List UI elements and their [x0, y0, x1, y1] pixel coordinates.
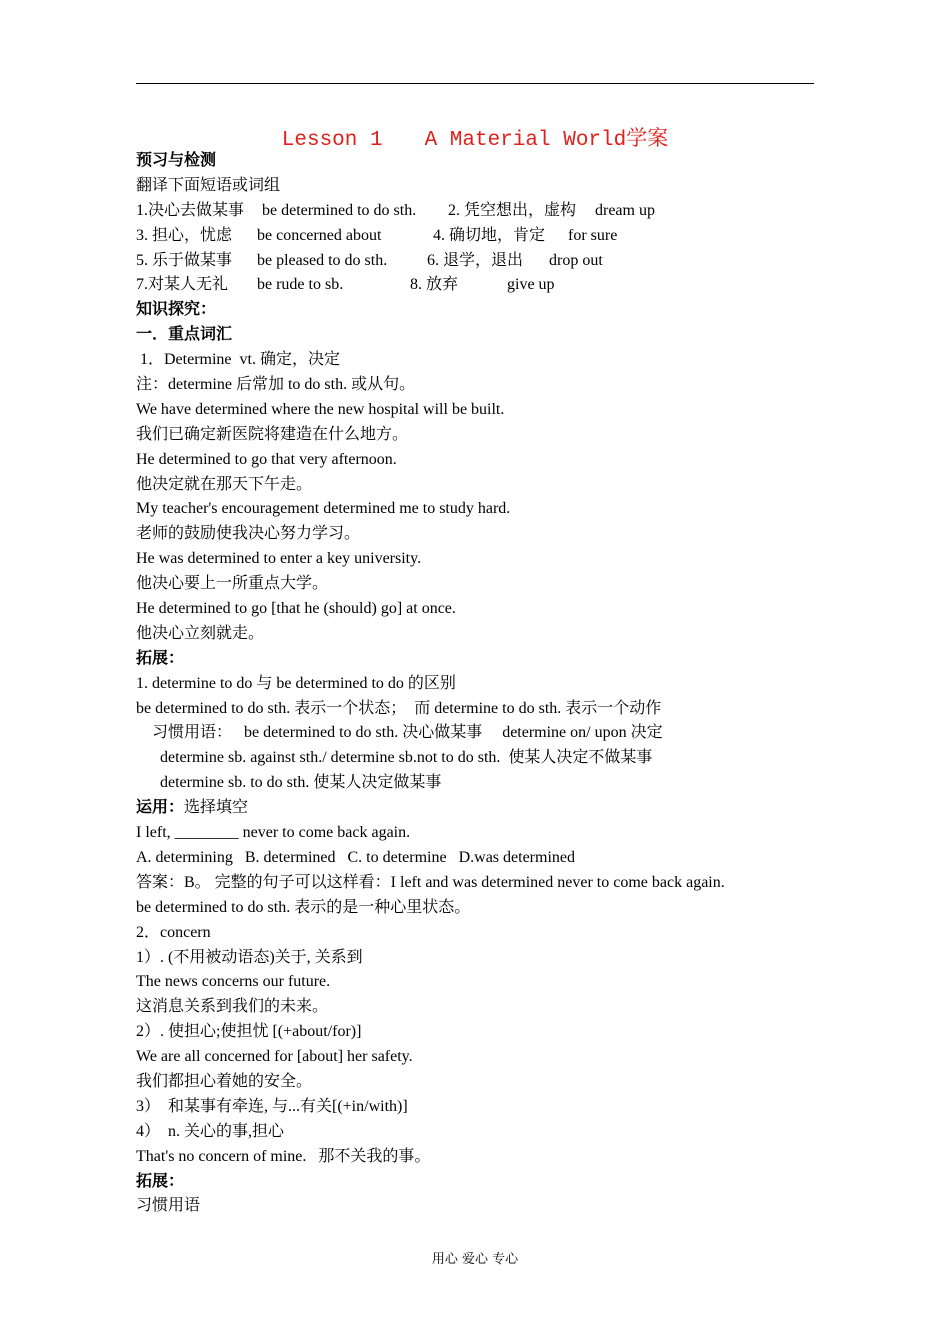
text-line: He was determined to enter a key university.	[136, 550, 422, 568]
title-lesson: Lesson 1	[281, 129, 383, 152]
page-footer: 用心 爱心 专心	[431, 1252, 519, 1267]
text-line: 习惯用语	[136, 1197, 201, 1215]
text-line: 1）. (不用被动语态)关于, 关系到	[136, 948, 363, 966]
text-line: 他决定就在那天下午走。	[136, 475, 313, 493]
vocab-cn: 6. 退学，退出	[427, 251, 524, 269]
vocab-en: for sure	[568, 226, 618, 244]
vocab-cn: 7.对某人无礼	[136, 276, 229, 294]
instruction-line: 翻译下面短语或词组	[136, 176, 281, 194]
text-line: We are all concerned for [about] her safety.	[136, 1048, 413, 1066]
vocab-en: give up	[507, 276, 555, 294]
text-line: A. determining B. determined C. to determine D.was determined	[136, 848, 575, 866]
vocab-cn: 5. 乐于做某事	[136, 251, 233, 269]
text-line: 我们已确定新医院将建造在什么地方。	[136, 425, 409, 443]
section-heading-extend: 拓展：	[136, 649, 185, 667]
vocab-cn: 1.决心去做某事	[136, 201, 245, 219]
vocab-cn: 4. 确切地，肯定	[433, 226, 546, 244]
text-line: That's no concern of mine. 那不关我的事。	[136, 1147, 431, 1165]
text-line: determine sb. to do sth. 使某人决定做某事	[136, 774, 442, 792]
vocab-en: be determined to do sth.	[262, 201, 417, 219]
vocab-row-1	[136, 199, 836, 224]
practice-text: 选择填空	[184, 799, 249, 817]
text-line: 答案：B。 完整的句子可以这样看：I left and was determined never to come back again.	[136, 873, 725, 891]
section-heading-preview: 预习与检测	[136, 152, 217, 169]
header-rule	[136, 83, 814, 84]
section-heading-extend-2: 拓展：	[136, 1172, 185, 1190]
text-line: He determined to go that very afternoon.	[136, 450, 397, 468]
practice-label: 运用：	[136, 799, 185, 817]
vocab-row-2	[136, 224, 836, 249]
vocab-cn: 8. 放弃	[410, 276, 459, 294]
vocab-en: be pleased to do sth.	[257, 251, 388, 269]
vocab-en: drop out	[549, 251, 603, 269]
text-line: 他决心立刻就走。	[136, 624, 265, 642]
section-heading-vocab: 一．重点词汇	[136, 326, 233, 344]
text-line: 老师的鼓励使我决心努力学习。	[136, 525, 361, 543]
text-line: The news concerns our future.	[136, 973, 331, 991]
text-line: be determined to do sth. 表示的是一种心里状态。	[136, 898, 471, 916]
text-line: 3） 和某事有牵连, 与...有关[(+in/with)]	[136, 1097, 408, 1115]
page-title	[0, 122, 950, 152]
vocab-en: be rude to sb.	[257, 276, 344, 294]
text-line: 习惯用语： be determined to do sth. 决心做某事 determine on/ upon 决定	[136, 724, 663, 742]
text-line: 2）. 使担心;使担忧 [(+about/for)]	[136, 1023, 362, 1041]
practice-heading	[136, 796, 836, 821]
text-line: 2．concern	[136, 923, 211, 941]
text-line: 注：determine 后常加 to do sth. 或从句。	[136, 376, 416, 394]
text-line: I left, ________ never to come back again.	[136, 824, 411, 842]
text-line: We have determined where the new hospital will be built.	[136, 400, 505, 418]
vocab-en: be concerned about	[257, 226, 382, 244]
text-line: 4） n. 关心的事,担心	[136, 1122, 285, 1140]
text-line: He determined to go [that he (should) go] at once.	[136, 600, 456, 618]
text-line: be determined to do sth. 表示一个状态； 而 determine to do sth. 表示一个动作	[136, 699, 662, 717]
vocab-row-3	[136, 249, 836, 274]
text-line: 他决心要上一所重点大学。	[136, 575, 329, 593]
text-line: 1. determine to do 与 be determined to do 的区别	[136, 674, 456, 692]
vocab-cn: 2. 凭空想出，虚构	[448, 201, 577, 219]
text-line: 我们都担心着她的安全。	[136, 1072, 313, 1090]
vocab-cn: 3. 担心，忧虑	[136, 226, 233, 244]
title-topic: A Material World学案	[424, 129, 669, 152]
section-heading-explore: 知识探究：	[136, 301, 217, 319]
text-line: My teacher's encouragement determined me to study hard.	[136, 500, 511, 518]
text-line: 这消息关系到我们的未来。	[136, 998, 329, 1016]
vocab-en: dream up	[595, 201, 655, 219]
document-body	[136, 149, 836, 1219]
text-line: determine sb. against sth./ determine sb.not to do sth. 使某人决定不做某事	[136, 749, 653, 767]
vocab-row-4	[136, 273, 836, 298]
text-line: 1．Determine vt. 确定，决定	[136, 351, 340, 369]
